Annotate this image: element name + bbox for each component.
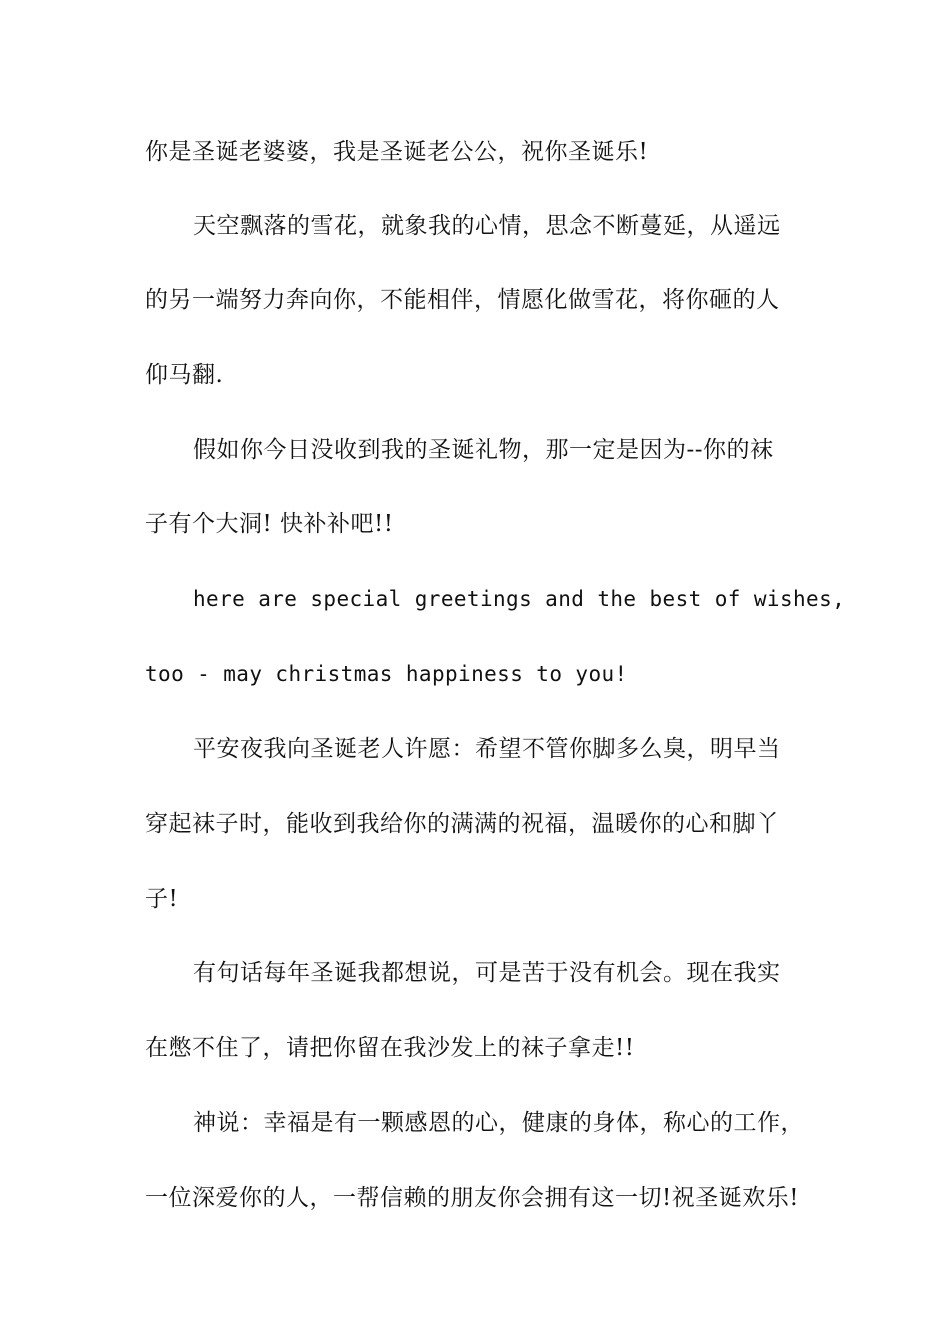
text-line: 仰马翻. [145,362,224,388]
text-line: 假如你今日没收到我的圣诞礼物，那一定是因为--你的袜 [193,437,774,463]
text-line: 神说：幸福是有一颗感恩的心，健康的身体，称心的工作， [193,1110,804,1136]
text-line: 平安夜我向圣诞老人许愿：希望不管你脚多么臭，明早当 [193,736,781,762]
text-line: 的另一端努力奔向你，不能相伴，情愿化做雪花，将你砸的人 [145,287,780,313]
text-line: 有句话每年圣诞我都想说，可是苦于没有机会。现在我实 [193,960,781,986]
text-line: here are special greetings and the best of wishes, [193,587,846,611]
text-line: 一位深爱你的人，一帮信赖的朋友你会拥有这一切!祝圣诞欢乐! [145,1185,799,1211]
text-line: 穿起袜子时，能收到我给你的满满的祝福，温暖你的心和脚丫 [145,811,780,837]
text-line: 子! [145,886,179,912]
text-line: 天空飘落的雪花，就象我的心情，思念不断蔓延，从遥远 [193,213,781,239]
text-line: 你是圣诞老婆婆，我是圣诞老公公，祝你圣诞乐! [145,139,649,165]
text-line: 子有个大洞! 快补补吧!! [145,511,394,537]
text-line: too - may christmas happiness to you! [145,662,628,686]
text-line: 在憋不住了，请把你留在我沙发上的袜子拿走!! [145,1035,635,1061]
